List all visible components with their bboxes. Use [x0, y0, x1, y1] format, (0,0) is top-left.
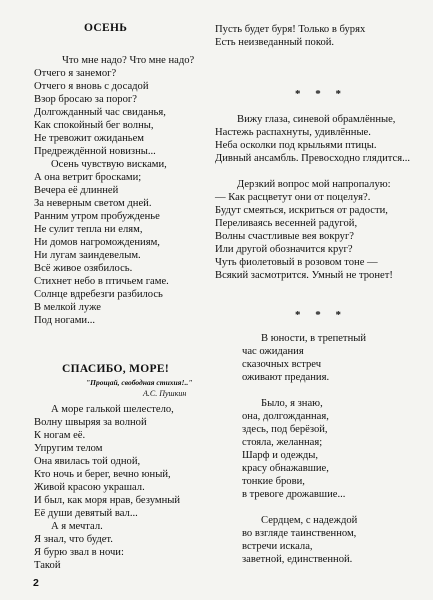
poem-line: — Как расцветут они от поцелуя?.: [215, 192, 371, 203]
poem-line: Кто ночь и берег, вечно юный,: [34, 469, 171, 480]
poem-line: она, долгожданная,: [242, 411, 329, 422]
poem-line: Её души девятый вал...: [34, 508, 138, 519]
poem-line: Я бурю звал в ночи:: [34, 547, 124, 558]
poem-line: встречи искала,: [242, 541, 313, 552]
epigraph-author: А.С. Пушкин: [143, 389, 187, 398]
poem-line: Чуть фиолетовый в розовом тоне —: [215, 257, 378, 268]
poem-line: Волны счастливые вея вокруг?: [215, 231, 354, 242]
poem-line: оживают предания.: [242, 372, 330, 383]
poem-line: Как спокойный бег волны,: [34, 120, 154, 131]
poem-line: А море галькой шелестело,: [51, 404, 174, 415]
poem-line: Неба осколки под крыльями птицы.: [215, 140, 377, 151]
poem-line: Что мне надо? Что мне надо?: [62, 55, 195, 66]
poem-line: Упругим телом: [34, 443, 103, 454]
poem-line: в тревоге дрожавшие...: [242, 489, 346, 500]
poem-line: Было, я знаю,: [261, 398, 323, 409]
page-number: 2: [33, 577, 39, 589]
poem-line: Взор бросаю за порог?: [34, 94, 137, 105]
poem-line: Волну швыряя за волной: [34, 417, 147, 428]
poem-line: Такой: [34, 560, 61, 571]
poem-line: В мелкой луже: [34, 302, 101, 313]
poem-line: Осень чувствую висками,: [51, 159, 167, 170]
poem-line: тонкие брови,: [242, 476, 305, 487]
poem-line: Шарф и одежды,: [242, 450, 319, 461]
poem-line: Стихнет небо в птичьем гаме.: [34, 276, 169, 287]
poem-line: Пусть будет буря! Только в бурях: [215, 24, 366, 35]
poem-line: А я мечтал.: [51, 521, 103, 532]
poem-line: Отчего я занемог?: [34, 68, 117, 79]
epigraph: "Прощай, свободная стихия!..": [86, 378, 193, 387]
poem-line: За неверным светом дней.: [34, 198, 152, 209]
poem-line: Дерзкий вопрос мой напропалую:: [237, 179, 391, 190]
poem-line: А она ветрит бросками;: [34, 172, 142, 183]
poem-line: Переливаясь весенней радугой,: [215, 218, 358, 229]
poem-line: Ни лугам заиндевелым.: [34, 250, 141, 261]
poem-line: стояла, желанная;: [242, 437, 323, 448]
poem-line: Будут смеяться, искриться от радости,: [215, 205, 388, 216]
poem-line: Есть неизведанный покой.: [215, 37, 335, 48]
poem-line: Не тревожит ожиданьем: [34, 133, 145, 144]
poem-line: Сердцем, с надеждой: [261, 515, 358, 526]
poem-line: Живой красою украшал.: [34, 482, 145, 493]
poem-line: Она явилась той одной,: [34, 456, 141, 467]
poem-line: Ранним утром пробужденье: [34, 211, 160, 222]
poem-line: Всё живое озябилось.: [34, 263, 133, 274]
poem-line: Настежь распахнуты, удивлённые.: [215, 127, 371, 138]
poem-line: Под ногами...: [34, 315, 96, 326]
poem-line: Не сулит тепла ни елям,: [34, 224, 143, 235]
section-separator: * * *: [295, 88, 347, 100]
poem-line: И был, как моря нрав, безумный: [34, 495, 181, 506]
poem-title-osen: ОСЕНЬ: [84, 22, 128, 34]
section-separator: * * *: [295, 309, 347, 321]
poem-title-spasibo-more: СПАСИБО, МОРЕ!: [62, 363, 169, 375]
poem-line: Вижу глаза, синевой обрамлённые,: [237, 114, 396, 125]
poem-line: К ногам её.: [34, 430, 86, 441]
poem-line: Отчего я вновь с досадой: [34, 81, 149, 92]
poem-line: Вечера её длинней: [34, 185, 119, 196]
poem-line: Солнце вдребезги разбилось: [34, 289, 163, 300]
poem-line: Я знал, что будет.: [34, 534, 113, 545]
poem-line: Дивный ансамбль. Превосходно глядится...: [215, 153, 411, 164]
poem-line: заветной, единственной.: [242, 554, 353, 565]
poem-line: во взгляде таинственном,: [242, 528, 357, 539]
poem-line: Предреждённой новизны...: [34, 146, 156, 157]
poem-line: час ожидания: [242, 346, 304, 357]
poem-line: Или другой обозначится круг?: [215, 244, 353, 255]
poem-line: Всякий засмотрится. Умный не тронет!: [215, 270, 393, 281]
poem-line: В юности, в трепетный: [261, 333, 367, 344]
poem-line: Ни домов нагромождениям,: [34, 237, 160, 248]
poem-line: сказочных встреч: [242, 359, 322, 370]
poem-line: здесь, под берёзой,: [242, 424, 328, 435]
poem-line: Долгожданный час свиданья,: [34, 107, 166, 118]
poem-line: красу обнажавшие,: [242, 463, 329, 474]
